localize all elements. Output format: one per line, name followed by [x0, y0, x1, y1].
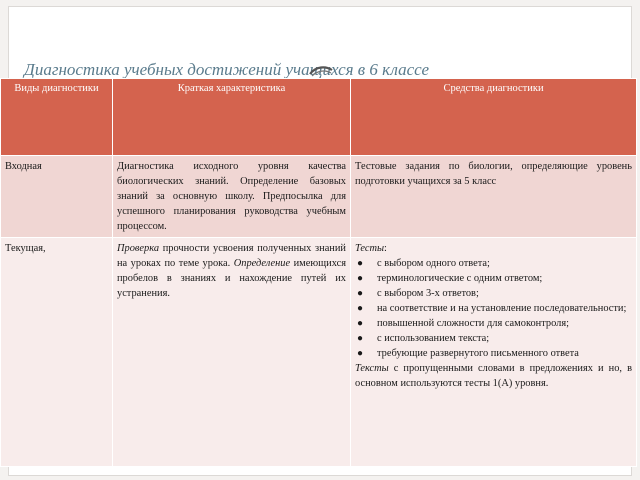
decorative-swirl-icon: [308, 64, 334, 78]
list-item: ● требующие развернутого письменного ответа: [357, 348, 579, 359]
description-em: Определение: [233, 258, 291, 269]
description-em: Проверка: [117, 243, 160, 254]
list-item: ● с выбором 3-х ответов;: [357, 288, 479, 299]
bullet-icon: ●: [357, 258, 364, 269]
row-type: Входная: [1, 156, 113, 238]
bullet-icon: ●: [357, 333, 364, 344]
table-header-row: [1, 79, 637, 156]
row-description: Диагностика исходного уровня качества биологических знаний. Определение базовых знаний за основную школу. Предпосылка для успешного планирования руководства учебным процессом.: [113, 156, 351, 238]
header-description: Краткая характеристика: [113, 79, 351, 156]
row-type: Текущая,: [1, 238, 113, 467]
row-means: Тестовые задания по биологии, определяющие уровень подготовки учащихся за 5 класс: [351, 156, 637, 238]
tests-list: [355, 256, 632, 361]
list-item: ● с использованием текста;: [357, 333, 490, 344]
header-types: Виды диагностики: [1, 79, 113, 156]
description-text: прочности усвоения полученных знаний на уроках по теме урока.: [117, 243, 346, 269]
list-item: ● терминологические с одним ответом;: [357, 273, 543, 284]
list-item: ● повышенной сложности для самоконтроля;: [357, 318, 569, 329]
bullet-icon: ●: [357, 348, 364, 359]
means-outro: с пропущенными словами в предложениях и но, в основном используются тесты 1(А) уровня.: [355, 363, 632, 389]
bullet-icon: ●: [357, 303, 364, 314]
page-title: Диагностика учебных достижений учащихся в 6 классе: [24, 60, 430, 79]
bullet-icon: ●: [357, 288, 364, 299]
row-description: [113, 238, 351, 467]
means-intro: Тесты: [355, 243, 385, 254]
means-intro-suffix: :: [384, 243, 387, 254]
diagnostics-table: [0, 78, 637, 467]
bullet-icon: ●: [357, 318, 364, 329]
bullet-icon: ●: [357, 273, 364, 284]
description-text: имеющихся пробелов в знаниях и нахождение путей их устранения.: [117, 258, 346, 299]
header-means: Средства диагностики: [351, 79, 637, 156]
table-row: [1, 238, 637, 467]
means-outro-em: Тексты: [355, 363, 389, 374]
row-means: [351, 238, 637, 467]
table-row: [1, 156, 637, 238]
list-item: ● на соответствие и на установление последовательности;: [357, 303, 627, 314]
list-item: ● с выбором одного ответа;: [357, 258, 490, 269]
